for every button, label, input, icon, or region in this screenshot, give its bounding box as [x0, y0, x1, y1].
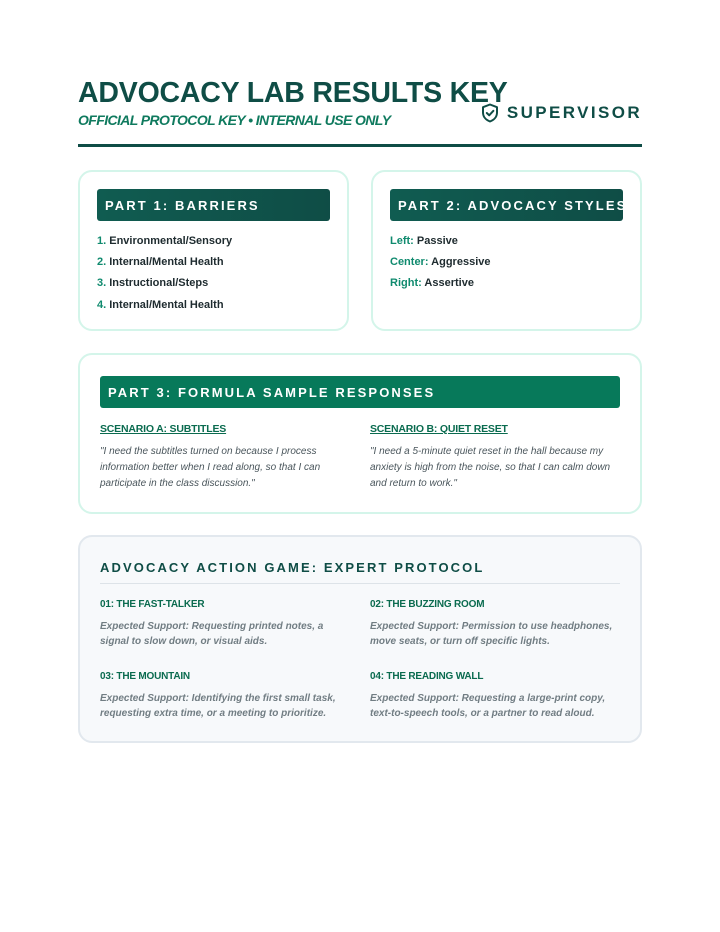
role-label: SUPERVISOR: [506, 103, 642, 122]
barriers-card: [78, 170, 349, 331]
game-item-desc: Expected Support: Requesting a large-print copy, text-to-speech tools, or a partner to read aloud.: [370, 693, 606, 719]
game-item-desc: Expected Support: Identifying the first small task, requesting extra time, or a meeting to prioritize.: [100, 693, 336, 719]
game-item-title: 02: THE BUZZING ROOM: [370, 599, 485, 610]
page-title: ADVOCACY LAB RESULTS KEY: [78, 77, 508, 109]
scenario-b-quote: "I need a 5-minute quiet reset in the hall because my anxiety is high from the noise, so that I can calm down and return to work.": [370, 446, 611, 489]
list-item: 4. Internal/Mental Health: [97, 298, 224, 311]
formula-responses-heading: PART 3: FORMULA SAMPLE RESPONSES: [100, 376, 620, 408]
game-item-fast-talker: [100, 599, 350, 649]
action-game-card: [78, 535, 642, 743]
action-game-heading: ADVOCACY ACTION GAME: EXPERT PROTOCOL: [100, 560, 485, 575]
game-item-reading-wall: [370, 671, 620, 721]
scenario-b: [370, 423, 622, 492]
barriers-list: [97, 234, 232, 319]
game-item-title: 04: THE READING WALL: [370, 671, 484, 682]
list-item: Left: Passive: [390, 235, 458, 247]
game-item-title: 03: THE MOUNTAIN: [100, 671, 190, 682]
action-game-divider: [100, 583, 620, 584]
list-item: Right: Assertive: [390, 277, 474, 290]
list-item: 2. Internal/Mental Health: [97, 256, 224, 269]
header-divider: [78, 144, 642, 147]
game-item-title: 01: THE FAST-TALKER: [100, 599, 205, 610]
role-badge: [481, 103, 642, 123]
advocacy-styles-heading: PART 2: ADVOCACY STYLES: [390, 189, 623, 221]
advocacy-styles-list: [390, 234, 490, 298]
scenario-a-title: SCENARIO A: SUBTITLES: [100, 423, 227, 435]
list-item: 1. Environmental/Sensory: [97, 235, 233, 247]
page-subtitle: OFFICIAL PROTOCOL KEY • INTERNAL USE ONLY: [78, 112, 391, 128]
scenario-a-quote: "I need the subtitles turned on because I process information better when I read along, so that I can participate in the class discussion.": [100, 446, 321, 489]
shield-check-icon: [481, 103, 499, 123]
scenario-b-title: SCENARIO B: QUIET RESET: [370, 423, 508, 435]
game-item-buzzing-room: [370, 599, 620, 649]
game-item-mountain: [100, 671, 350, 721]
game-item-desc: Expected Support: Requesting printed notes, a signal to slow down, or visual aids.: [100, 621, 324, 647]
game-item-desc: Expected Support: Permission to use headphones, move seats, or turn off specific lights.: [370, 621, 613, 647]
barriers-heading: PART 1: BARRIERS: [97, 189, 330, 221]
formula-responses-card: [78, 353, 642, 514]
scenario-a: [100, 423, 352, 492]
advocacy-styles-card: [371, 170, 642, 331]
list-item: 3. Instructional/Steps: [97, 277, 209, 290]
list-item: Center: Aggressive: [390, 256, 491, 269]
